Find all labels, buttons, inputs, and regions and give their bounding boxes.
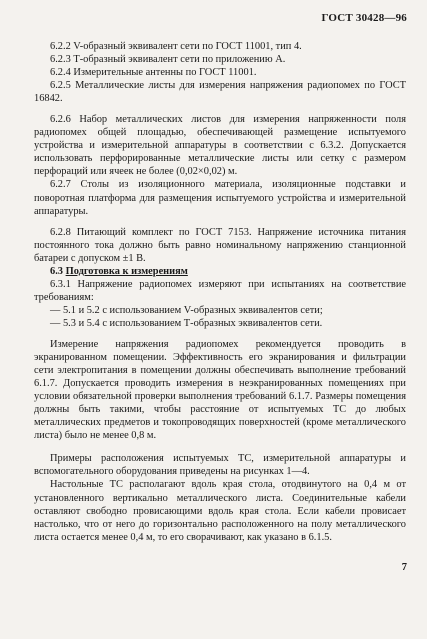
paragraph-6-2-2: 6.2.2 V-образный эквивалент сети по ГОСТ 11001, тип 4. <box>50 41 302 52</box>
paragraph-6-3-1: 6.3.1 Напряжение радиопомех измеряют при испытаниях на соответствие требованиям: <box>34 278 406 303</box>
section-number: 6.3 <box>50 265 63 277</box>
standard-code-header: ГОСТ 30428—96 <box>321 12 407 24</box>
section-title: Подготовка к измерениям <box>65 265 188 277</box>
document-body <box>34 40 406 544</box>
list-item-t-equivalent: — 5.3 и 5.4 с использованием Т-образных эквивалентов сети. <box>50 317 323 329</box>
paragraph-6-2-4: 6.2.4 Измерительные антенны по ГОСТ 11001. <box>50 67 257 79</box>
paragraph-6-2-8: 6.2.8 Питающий комплект по ГОСТ 7153. Напряжение источника питания постоянного тока должно быть равно номинальному напряжению станционной батареи с допуском ±1 В. <box>34 226 406 264</box>
paragraph-tabletop: Настольные ТС располагают вдоль края стола, отодвинутого на 0,4 м от установленного вертикально металлического листа. Соединительные кабели оставляют свободно провисающими вдоль края стола. Если кабели провисает настолько, что от него до горизонтально расположенного на полу металлического листа остается менее 0,4 м, то его сворачивают, как указано в 6.1.5. <box>34 479 406 543</box>
page-number: 7 <box>401 562 407 573</box>
list-item-v-equivalent: — 5.1 и 5.2 с использованием V-образных эквивалентов сети; <box>50 304 323 316</box>
paragraph-6-2-5: 6.2.5 Металлические листы для измерения напряжения радиопомех по ГОСТ 16842. <box>34 80 406 105</box>
paragraph-6-2-7: 6.2.7 Столы из изоляционного материала, изоляционные подставки и поворотная платформа для размещения испытуемого устройства и измерительной аппаратуры. <box>34 179 406 217</box>
paragraph-examples: Примеры расположения испытуемых ТС, измерительной аппаратуры и вспомогательного оборудования приведены на рисунках 1—4. <box>34 453 406 478</box>
paragraph-screened-room: Измерение напряжения радиопомех рекомендуется проводить в экранированном помещении. Эффективность его экранирования и фильтрации сети электропитания в помещении должны обеспечивать выполнение требований 6.1.7. Допускается проводить измерения в неэкранированных помещениях при условии обязательной проверки выполнения требований 6.1.7. Размеры помещения должны быть такими, чтобы расстояние от испытуемых ТС до любых металлических предметов и токопроводящих поверхностей (кроме металлического листа) было не менее 0,8 м. <box>34 338 406 442</box>
section-heading <box>34 265 406 278</box>
paragraph-6-2-3: 6.2.3 Т-образный эквивалент сети по приложению А. <box>50 54 286 66</box>
paragraph-6-2-6: 6.2.6 Набор металлических листов для измерения напряженности поля радиопомех общей площадью, обеспечивающей размещение испытуемого устройства и измерительной аппаратуры в соответствии с 6.3.2. Допускается использовать перфорированные металлические листы или сетку с размером перфораций или ячеек не более (0,02×0,02) м. <box>34 114 406 178</box>
